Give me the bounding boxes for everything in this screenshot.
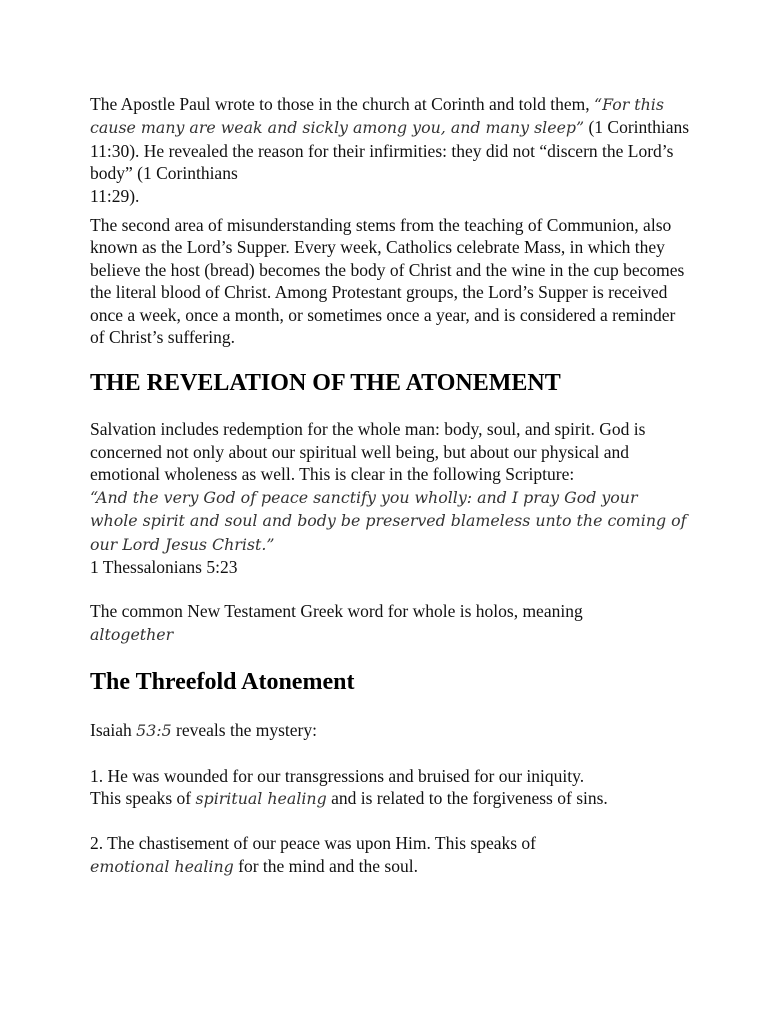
list-item-1-text-2: This speaks of xyxy=(90,787,196,808)
paragraph-salvation xyxy=(90,418,690,555)
list-item-1 xyxy=(90,765,690,811)
paragraph-isaiah xyxy=(90,719,690,742)
paragraph-isaiah-text-1: Isaiah xyxy=(90,720,137,741)
list-item-1-text-3: and is related to the forgiveness of sins. xyxy=(326,787,608,808)
paragraph-corinth xyxy=(90,93,690,207)
paragraph-salvation-text: Salvation includes redemption for the whole man: body, soul, and spirit. God is concerned not only about our spiritual well being, but about our physical and emotional wholeness as well. This is clear in the following Scripture: xyxy=(90,419,646,485)
list-item-2-text-1: 2. The chastisement of our peace was upon Him. This speaks of xyxy=(90,833,536,854)
quote-thessalonians: “And the very God of peace sanctify you wholly: and I pray God your whole spirit and soul and body be preserved blameless unto the coming of our Lord Jesus Christ.” xyxy=(90,487,687,554)
document-page xyxy=(90,93,690,878)
paragraph-corinth-text-2: (1 Corinthians 11:30). He revealed the reason for their infirmities: they did not “discern the Lord’s body” (1 Corinthians xyxy=(90,117,690,184)
quote-weak-and-sickly: “For this cause many are weak and sickly among you, and many sleep” xyxy=(90,95,664,138)
term-spiritual-healing: spiritual healing xyxy=(195,788,327,808)
paragraph-corinth-text-1: The Apostle Paul wrote to those in the church at Corinth and told them, xyxy=(90,94,595,114)
scripture-reference: 1 Thessalonians 5:23 xyxy=(90,556,238,577)
heading-revelation-of-atonement: THE REVELATION OF THE ATONEMENT xyxy=(90,370,561,397)
paragraph-holos xyxy=(90,600,690,646)
term-emotional-healing: emotional healing xyxy=(90,856,234,876)
heading-threefold-atonement: The Threefold Atonement xyxy=(90,669,355,696)
paragraph-corinth-text-3: 11:29). xyxy=(90,185,140,206)
paragraph-communion: The second area of misunderstanding stems from the teaching of Communion, also known as the Lord’s Supper. Every week, Catholics celebrate Mass, in which they believe the host (bread) becomes the body of Christ and the wine in the cup becomes the literal blood of Christ. Among Protestant groups, the Lord’s Supper is received once a week, once a month, or sometimes once a year, and is considered a reminder of Christ’s suffering. xyxy=(90,215,685,348)
list-item-2 xyxy=(90,832,690,878)
paragraph-isaiah-text-2: reveals the mystery: xyxy=(171,720,317,741)
list-item-2-text-2: for the mind and the soul. xyxy=(233,855,418,876)
list-item-1-text-1: 1. He was wounded for our transgressions and bruised for our iniquity. xyxy=(90,765,585,786)
paragraph-holos-text: The common New Testament Greek word for whole is holos, meaning xyxy=(90,601,583,622)
verse-reference: 53:5 xyxy=(136,721,172,741)
word-altogether: altogether xyxy=(90,624,174,644)
